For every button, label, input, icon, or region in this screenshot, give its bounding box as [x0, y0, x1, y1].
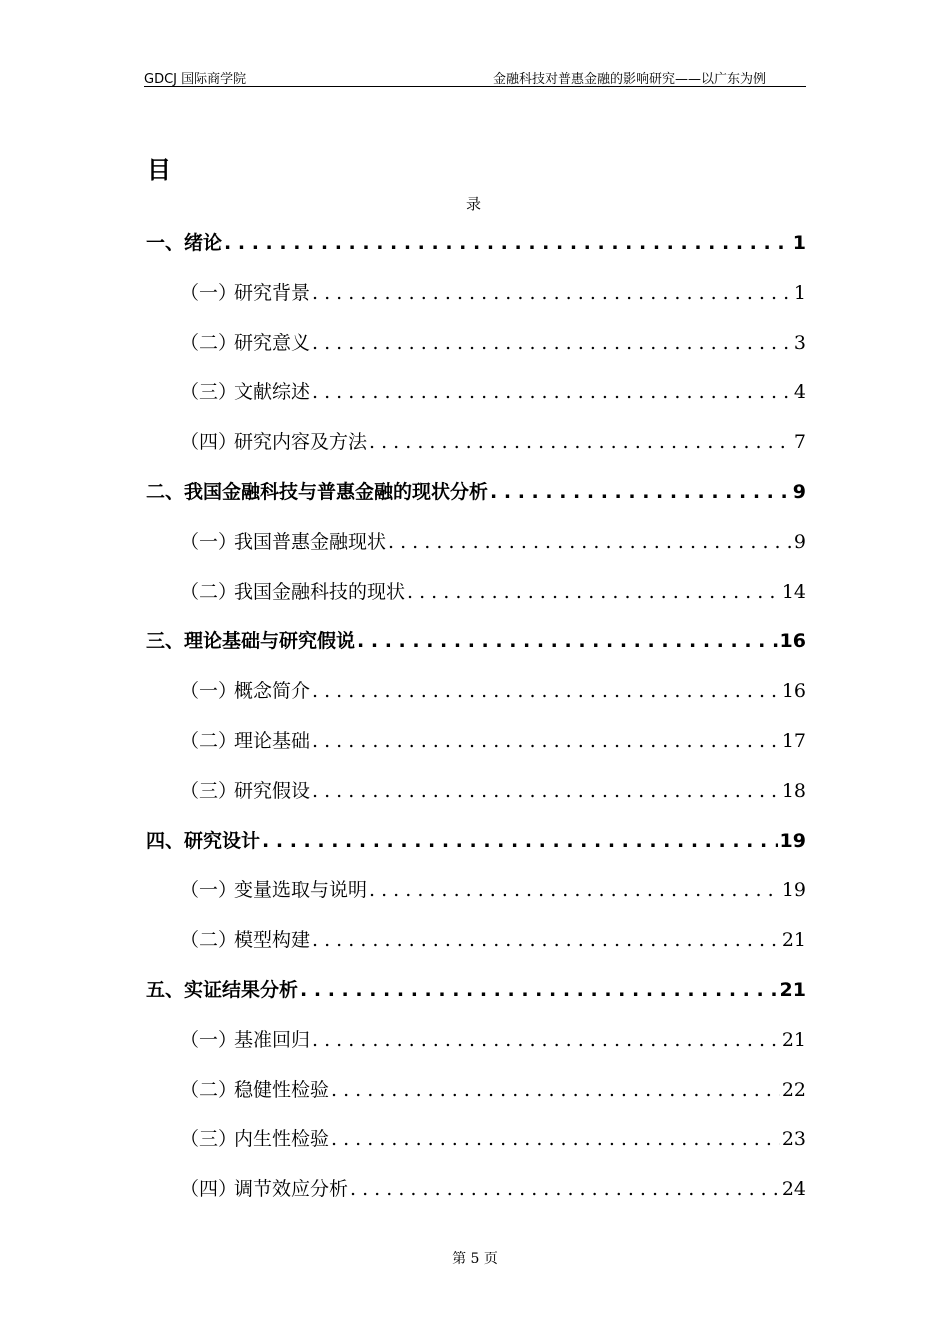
- toc-section-entry[interactable]: [180, 278, 806, 305]
- toc-entry-number: （一）: [180, 879, 238, 902]
- toc-entry-number: （一）: [180, 530, 238, 553]
- toc-entry-number: 二、: [146, 481, 185, 503]
- toc-section-entry[interactable]: [180, 427, 806, 454]
- toc-entry-title: 实证结果分析: [184, 979, 299, 1001]
- toc-dot-leader: [312, 332, 792, 354]
- toc-dot-leader: [312, 730, 780, 752]
- toc-chapter-entry[interactable]: [146, 626, 806, 653]
- toc-entry-number: （二）: [180, 1078, 238, 1101]
- toc-dot-leader: [300, 979, 778, 1001]
- toc-entry-title: 理论基础: [234, 730, 311, 752]
- toc-section-entry[interactable]: [180, 925, 806, 952]
- toc-dot-leader: [262, 830, 778, 852]
- toc-chapter-entry[interactable]: [146, 975, 806, 1002]
- toc-dot-leader: [490, 481, 791, 503]
- toc-entry-number: （三）: [180, 1128, 238, 1151]
- toc-dot-leader: [312, 680, 780, 702]
- toc-entry-title: 研究背景: [234, 281, 311, 304]
- toc-entry-title: 我国金融科技的现状: [234, 580, 406, 603]
- toc-entry-number: （四）: [180, 431, 238, 454]
- toc-dot-leader: [407, 581, 780, 603]
- toc-entry-page: 19: [781, 879, 806, 902]
- toc-entry-number: （一）: [180, 680, 238, 703]
- toc-section-entry[interactable]: [180, 776, 806, 803]
- toc-entry-page: 9: [793, 530, 806, 553]
- toc-dot-leader: [312, 381, 792, 403]
- toc-entry-page: 19: [779, 829, 806, 852]
- toc-chapter-entry[interactable]: [146, 826, 806, 853]
- toc-section-entry[interactable]: [180, 527, 806, 554]
- toc-entry-page: 23: [781, 1128, 806, 1151]
- toc-section-entry[interactable]: [180, 875, 806, 902]
- toc-section-entry[interactable]: [180, 726, 806, 753]
- page-header: [144, 66, 806, 87]
- toc-entry-page: 21: [779, 979, 806, 1001]
- toc-entry-page: 1: [793, 281, 806, 304]
- toc-entry-title: 模型构建: [234, 929, 311, 952]
- page-number-footer: 第 5 页: [452, 1251, 498, 1267]
- toc-dot-leader: [369, 879, 780, 901]
- toc-entry-number: （三）: [180, 381, 238, 404]
- header-institution: GDCJ 国际商学院: [144, 72, 247, 87]
- toc-entry-title: 研究意义: [234, 331, 311, 354]
- toc-dot-leader: [312, 1029, 780, 1051]
- toc-entry-page: 22: [781, 1078, 806, 1101]
- toc-entry-page: 16: [781, 680, 806, 703]
- toc-entry-title: 概念简介: [234, 680, 311, 703]
- toc-section-entry[interactable]: [180, 377, 806, 404]
- toc-entry-number: （一）: [180, 1028, 238, 1051]
- toc-entry-title: 调节效应分析: [234, 1178, 349, 1201]
- toc-entry-title: 变量选取与说明: [234, 879, 368, 902]
- toc-entry-number: （二）: [180, 331, 238, 354]
- toc-dot-leader: [357, 630, 778, 652]
- toc-entry-number: （二）: [180, 929, 238, 952]
- toc-entry-number: （四）: [180, 1178, 238, 1201]
- toc-section-entry[interactable]: [180, 1025, 806, 1052]
- toc-entry-page: 1: [792, 232, 806, 254]
- toc-dot-leader: [312, 282, 792, 304]
- toc-entry-page: 18: [781, 779, 806, 802]
- toc-dot-leader: [331, 1128, 780, 1150]
- toc-entry-title: 内生性检验: [234, 1128, 330, 1151]
- toc-dot-leader: [312, 929, 780, 951]
- toc-section-entry[interactable]: [180, 1174, 806, 1201]
- toc-entry-title: 我国金融科技与普惠金融的现状分析: [184, 481, 489, 503]
- toc-entry-page: 14: [781, 580, 806, 603]
- toc-entry-title: 我国普惠金融现状: [234, 530, 387, 553]
- toc-entry-page: 4: [793, 381, 806, 404]
- toc-dot-leader: [350, 1178, 780, 1200]
- toc-entry-page: 3: [793, 331, 806, 354]
- toc-section-entry[interactable]: [180, 577, 806, 604]
- toc-entry-title: 基准回归: [234, 1028, 311, 1051]
- toc-chapter-entry[interactable]: [146, 477, 806, 504]
- toc-entry-page: 21: [781, 1028, 806, 1051]
- toc-entry-page: 9: [792, 481, 806, 503]
- toc-entry-title: 研究假设: [234, 779, 311, 802]
- toc-entry-number: （三）: [180, 779, 238, 802]
- toc-entry-title: 文献综述: [234, 381, 311, 404]
- toc-entry-page: 21: [781, 929, 806, 952]
- toc-chapter-entry[interactable]: [146, 228, 806, 255]
- toc-entry-number: 一、: [146, 232, 185, 254]
- toc-section-entry[interactable]: [180, 1075, 806, 1102]
- header-thesis-title: 金融科技对普惠金融的影响研究——以广东为例: [492, 72, 766, 87]
- toc-entry-title: 绪论: [184, 232, 223, 254]
- toc-entry-title: 理论基础与研究假说: [184, 630, 356, 653]
- toc-entry-number: （一）: [180, 281, 238, 304]
- toc-dot-leader: [331, 1079, 780, 1101]
- toc-entry-number: （二）: [180, 580, 238, 603]
- toc-entry-page: 17: [781, 730, 806, 752]
- toc-section-entry[interactable]: [180, 1124, 806, 1151]
- toc-title-part1: 目: [147, 156, 171, 184]
- toc-section-entry[interactable]: [180, 676, 806, 703]
- toc-entry-page: 24: [781, 1178, 806, 1201]
- toc-dot-leader: [224, 232, 791, 254]
- toc-entry-page: 16: [779, 630, 806, 653]
- toc-dot-leader: [369, 431, 792, 453]
- toc-title-part2: 录: [466, 195, 482, 213]
- toc-entry-title: 稳健性检验: [234, 1078, 330, 1101]
- toc-entry-title: 研究内容及方法: [234, 431, 368, 454]
- toc-entry-number: 四、: [146, 829, 185, 852]
- toc-entry-number: （二）: [180, 730, 238, 752]
- toc-entry-page: 7: [793, 431, 806, 454]
- toc-section-entry[interactable]: [180, 328, 806, 355]
- toc-entry-title: 研究设计: [184, 829, 261, 852]
- toc-dot-leader: [312, 780, 780, 802]
- toc-entry-number: 五、: [146, 979, 185, 1001]
- toc-dot-leader: [388, 531, 792, 553]
- toc-entry-number: 三、: [146, 630, 185, 653]
